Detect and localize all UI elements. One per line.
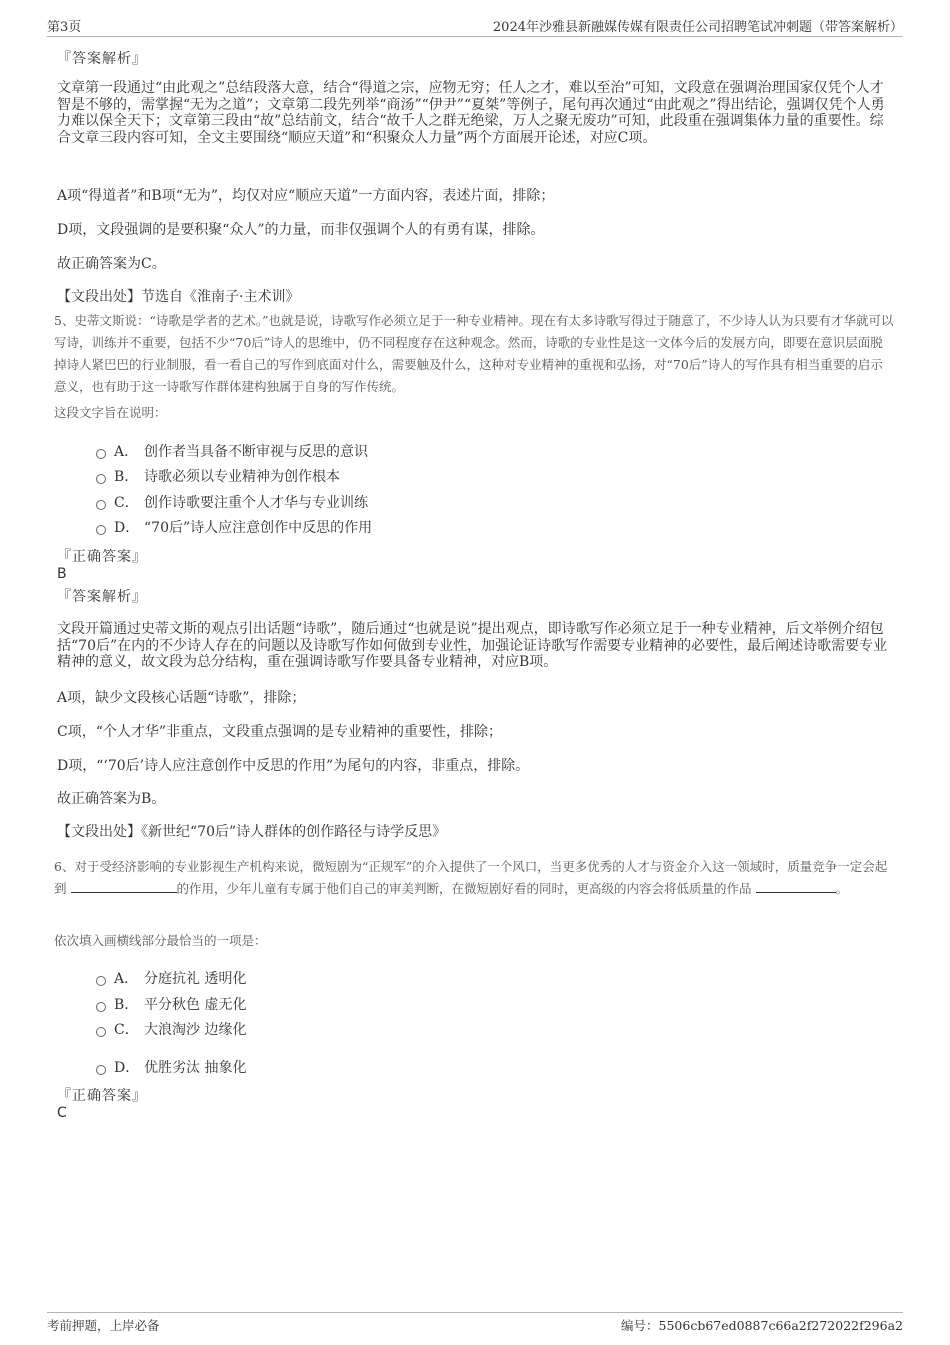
q5-option-c[interactable]: C． 创作诗歌要注重个人才华与专业训练 xyxy=(96,492,368,512)
q5-analysis-label: 『答案解析』 xyxy=(57,589,147,605)
radio-button[interactable] xyxy=(96,1027,106,1037)
footer-slogan: 考前押题，上岸必备 xyxy=(47,1318,160,1333)
page-header xyxy=(47,14,903,37)
q6-answer: C xyxy=(57,1105,67,1121)
q5-answer: B xyxy=(57,566,67,582)
q5-analysis-paragraph-3: C项，“个人才华”非重点，文段重点强调的是专业精神的重要性，排除； xyxy=(57,724,503,740)
q6-option-c[interactable]: C． 大浪淘沙 边缘化 xyxy=(96,1019,246,1039)
q5-analysis-conclusion: 故正确答案为B。 xyxy=(57,791,166,807)
q4-analysis-paragraph-2: A项“得道者”和B项“无为”，均仅对应“顺应天道”一方面内容，表述片面，排除； xyxy=(57,188,555,204)
q4-analysis-label: 『答案解析』 xyxy=(57,51,147,67)
fill-blank-1[interactable] xyxy=(71,880,177,893)
q6-question: 依次填入画横线部分最恰当的一项是： xyxy=(54,933,267,948)
radio-button[interactable] xyxy=(96,976,106,986)
q6-option-b[interactable]: B． 平分秋色 虚无化 xyxy=(96,994,246,1014)
radio-button[interactable] xyxy=(96,1065,106,1075)
q6-option-a[interactable]: A． 分庭抗礼 透明化 xyxy=(96,968,246,988)
page-number: 第3页 xyxy=(47,20,82,35)
fill-blank-2[interactable] xyxy=(756,880,836,893)
q5-analysis-paragraph-1: 文段开篇通过史蒂文斯的观点引出话题“诗歌”，随后通过“也就是说”提出观点，即诗歌写作必须立足于一种专业精神，后文举例介绍包括“70后”在内的不少诗人存在的问题以及诗歌写作如何做到专业性，加强论证诗歌写作需要专业精神的必要性，最后阐述诗歌需要专业精神的意义，故文段为总分结构，重在强调诗歌写作要具备专业精神，对应B项。 xyxy=(57,621,888,670)
radio-button[interactable] xyxy=(96,525,106,535)
q5-option-b[interactable]: B． 诗歌必须以专业精神为创作根本 xyxy=(96,466,340,486)
q5-question: 这段文字旨在说明： xyxy=(54,405,167,420)
q5-option-a[interactable]: A． 创作者当具备不断审视与反思的意识 xyxy=(96,441,368,461)
q4-analysis-paragraph-1: 文章第一段通过“由此观之”总结段落大意，结合“得道之宗，应物无穷；任人之才，难以至治”可知，文段意在强调治理国家仅凭个人才智是不够的，需掌握“无为之道”；文章第二段先列举“商汤”“伊尹”“夏桀”等例子，尾句再次通过“由此观之”得出结论，强调仅凭个人勇力难以保全天下；文章第三段由“故”总结前文，结合“故千人之群无绝梁，万人之聚无废功”可知，此段重在强调集体力量的重要性。综合文章三段内容可知，全文主要围绕“顺应天道”和“积聚众人力量”两个方面展开论述，对应C项。 xyxy=(57,80,885,146)
document-id: 编号：5506cb67ed0887c66a2f272022f296a2 xyxy=(621,1318,903,1333)
q5-analysis-paragraph-2: A项，缺少文段核心话题“诗歌”，排除； xyxy=(57,690,306,706)
radio-button[interactable] xyxy=(96,474,106,484)
q5-analysis-paragraph-4: D项，“‘70后’诗人应注意创作中反思的作用”为尾句的内容，非重点，排除。 xyxy=(57,758,530,774)
document-title: 2024年沙雅县新融媒传媒有限责任公司招聘笔试冲刺题（带答案解析） xyxy=(492,20,903,35)
q5-answer-label: 『正确答案』 xyxy=(57,549,147,565)
radio-button[interactable] xyxy=(96,500,106,510)
page-footer xyxy=(47,1312,903,1335)
q5-source: 【文段出处】《新世纪“70后”诗人群体的创作路径与诗学反思》 xyxy=(57,824,447,840)
radio-button[interactable] xyxy=(96,1002,106,1012)
q4-analysis-paragraph-3: D项，文段强调的是要积聚“众人”的力量，而非仅强调个人的有勇有谋，排除。 xyxy=(57,222,545,238)
q4-source: 【文段出处】节选自《淮南子·主术训》 xyxy=(57,289,300,305)
q5-stem: 5、史蒂文斯说：“诗歌是学者的艺术。”也就是说，诗歌写作必须立足于一种专业精神。现在有太多诗歌写得过于随意了，不少诗人认为只要有才华就可以写诗，训练并不重要，包括不少“70后”诗人的思维中，仍不同程度存在这种观念。然而，诗歌的专业性是这一文体今后的发展方向，即要在意识层面脱掉诗人紧巴巴的行业制服，看一看自己的写作到底面对什么，需要触及什么，这种对专业精神的重视和弘扬，对“70后”诗人的写作具有相当重要的启示意义，也有助于这一诗歌写作群体建构独属于自身的写作传统。 xyxy=(54,313,894,394)
q6-option-d[interactable]: D． 优胜劣汰 抽象化 xyxy=(96,1057,246,1077)
q5-option-d[interactable]: D． “70后”诗人应注意创作中反思的作用 xyxy=(96,517,372,537)
q6-stem: 6、对于受经济影响的专业影视生产机构来说，微短剧为“正规军”的介入提供了一个风口，当更多优秀的人才与资金介入这一领域时，质量竞争一定会起到 的作用，少年儿童有专属于他们自己的审美判断，在微短剧好看的同时，更高级的内容会将低质量的作品 。 xyxy=(54,859,888,896)
radio-button[interactable] xyxy=(96,449,106,459)
q6-answer-label: 『正确答案』 xyxy=(57,1088,147,1104)
q4-analysis-conclusion: 故正确答案为C。 xyxy=(57,256,166,272)
